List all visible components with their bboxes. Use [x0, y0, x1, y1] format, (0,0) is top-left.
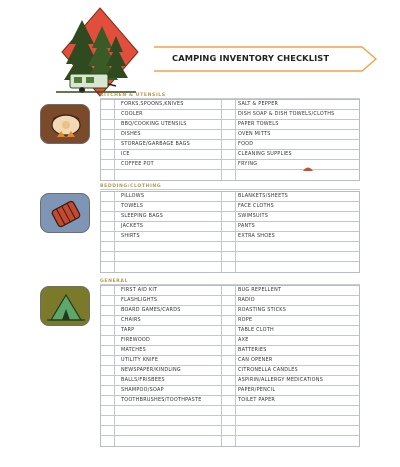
checkbox[interactable] — [222, 376, 236, 385]
list-item: TABLE CLOTH — [238, 327, 274, 333]
list-item: CAN OPENER — [238, 357, 273, 363]
section-label-kitchen: KITCHEN & UTENSILS — [100, 93, 166, 98]
list-item — [236, 416, 360, 425]
table-row — [101, 316, 359, 326]
list-item: PAPER TOWELS — [238, 121, 279, 127]
checkbox[interactable] — [222, 386, 236, 395]
table-row — [101, 120, 359, 130]
checkbox[interactable] — [101, 252, 115, 261]
list-item — [115, 262, 222, 272]
checkbox[interactable] — [101, 426, 115, 435]
checkbox[interactable] — [222, 336, 236, 345]
list-item — [236, 406, 360, 415]
list-item: SWIMSUITS — [238, 213, 269, 219]
table-row — [101, 386, 359, 396]
list-item: OVEN MITTS — [238, 131, 271, 137]
list-item: TOILET PAPER — [238, 397, 276, 403]
table-row — [101, 436, 359, 446]
table-row — [101, 356, 359, 366]
table-row — [101, 406, 359, 416]
list-item: BATTERIES — [238, 347, 267, 353]
checkbox[interactable] — [101, 170, 115, 180]
table-row — [101, 396, 359, 406]
list-item: MATCHES — [115, 346, 222, 355]
table-row — [101, 366, 359, 376]
table-row — [101, 140, 359, 150]
list-item: JACKETS — [115, 222, 222, 231]
checkbox[interactable] — [101, 346, 115, 355]
checkbox[interactable] — [222, 150, 236, 159]
checkbox[interactable] — [101, 406, 115, 415]
checkbox[interactable] — [222, 212, 236, 221]
checkbox[interactable] — [222, 222, 236, 231]
list-item: FRYING — [238, 161, 258, 167]
list-item: BUG REPELLENT — [238, 287, 282, 293]
list-item: BBQ/COOKING UTENSILS — [115, 120, 222, 129]
table-row — [101, 212, 359, 222]
checkbox[interactable] — [222, 100, 236, 109]
checkbox[interactable] — [222, 296, 236, 305]
frying-pan-icon — [301, 164, 315, 172]
checkbox[interactable] — [222, 396, 236, 405]
checkbox[interactable] — [222, 242, 236, 251]
list-item: NEWSPAPER/KINDLING — [115, 366, 222, 375]
list-item: FLASHLIGHTS — [115, 296, 222, 305]
list-item — [236, 262, 360, 272]
table-row — [101, 296, 359, 306]
list-item — [115, 406, 222, 415]
checkbox[interactable] — [222, 140, 236, 149]
list-item: FOOD — [238, 141, 254, 147]
list-item: SLEEPING BAGS — [115, 212, 222, 221]
checkbox[interactable] — [101, 140, 115, 149]
checkbox[interactable] — [101, 326, 115, 335]
checkbox[interactable] — [101, 160, 115, 169]
list-item: TARP — [115, 326, 222, 335]
checkbox[interactable] — [101, 316, 115, 325]
list-item: FACE CLOTHS — [238, 203, 275, 209]
list-item: DISH SOAP & DISH TOWELS/CLOTHS — [238, 111, 335, 117]
checkbox[interactable] — [101, 110, 115, 119]
list-item: PAPER/PENCIL — [238, 387, 276, 393]
bedding-checklist-table — [100, 191, 360, 273]
table-row — [101, 306, 359, 316]
list-item: EXTRA SHOES — [238, 233, 276, 239]
list-item: DISHES — [115, 130, 222, 139]
list-item — [236, 252, 360, 261]
checkbox[interactable] — [222, 120, 236, 129]
list-item: RADIO — [238, 297, 255, 303]
list-item: PANTS — [238, 223, 255, 229]
checkbox[interactable] — [222, 160, 236, 169]
checkbox[interactable] — [101, 306, 115, 315]
table-row — [101, 160, 359, 170]
checkbox[interactable] — [101, 202, 115, 211]
checkbox[interactable] — [222, 436, 236, 446]
list-item: COFFEE POT — [115, 160, 222, 169]
checkbox[interactable] — [101, 242, 115, 251]
list-item — [236, 426, 360, 435]
list-item — [115, 242, 222, 251]
checkbox[interactable] — [222, 416, 236, 425]
checkbox[interactable] — [222, 316, 236, 325]
checkbox[interactable] — [222, 426, 236, 435]
list-item: TOWELS — [115, 202, 222, 211]
list-item: ROPE — [238, 317, 253, 323]
table-row — [101, 426, 359, 436]
checkbox[interactable] — [101, 416, 115, 425]
checkbox[interactable] — [101, 232, 115, 241]
table-row — [101, 110, 359, 120]
checkbox[interactable] — [222, 306, 236, 315]
checkbox[interactable] — [222, 262, 236, 272]
list-item: FORKS,SPOONS,KNIVES — [115, 100, 222, 109]
checkbox[interactable] — [101, 130, 115, 139]
list-item: UTILITY KNIFE — [115, 356, 222, 365]
table-row — [101, 232, 359, 242]
checkbox[interactable] — [222, 110, 236, 119]
checkbox[interactable] — [222, 170, 236, 180]
table-row — [101, 326, 359, 336]
checkbox[interactable] — [101, 262, 115, 272]
list-item: FIRST AID KIT — [115, 286, 222, 295]
list-item: CLEANING SUPPLIES — [238, 151, 292, 157]
list-item: AXE — [238, 337, 249, 343]
title-banner — [140, 46, 378, 72]
checkbox[interactable] — [101, 336, 115, 345]
checkbox[interactable] — [222, 366, 236, 375]
list-item — [236, 242, 360, 251]
checkbox[interactable] — [101, 120, 115, 129]
cooking-pot-fire-icon — [40, 104, 90, 144]
table-row — [101, 170, 359, 180]
table-row — [101, 192, 359, 202]
checkbox[interactable] — [101, 396, 115, 405]
table-row — [101, 376, 359, 386]
list-item: BOARD GAMES/CARDS — [115, 306, 222, 315]
checkbox[interactable] — [222, 286, 236, 295]
sleeping-bag-icon — [40, 193, 90, 233]
table-row — [101, 130, 359, 140]
checkbox[interactable] — [222, 406, 236, 415]
checkbox[interactable] — [101, 150, 115, 159]
tent-icon — [40, 286, 90, 326]
checkbox[interactable] — [101, 286, 115, 295]
checkbox[interactable] — [101, 222, 115, 231]
list-item: CITRONELLA CANDLES — [238, 367, 298, 373]
list-item: TOOTHBRUSHES/TOOTHPASTE — [115, 396, 222, 405]
list-item — [236, 436, 360, 446]
list-item: SALT & PEPPER — [238, 101, 279, 107]
section-label-bedding: BEDDING/CLOTHING — [100, 184, 162, 189]
list-item: FIREWOOD — [115, 336, 222, 345]
checkbox[interactable] — [101, 366, 115, 375]
list-item: BALLS/FRISBEES — [115, 376, 222, 385]
checkbox[interactable] — [222, 130, 236, 139]
page-title: CAMPING INVENTORY CHECKLIST — [172, 53, 330, 63]
list-item: CHAIRS — [115, 316, 222, 325]
checkbox[interactable] — [222, 346, 236, 355]
table-row — [101, 416, 359, 426]
list-item: PILLOWS — [115, 192, 222, 201]
list-item: BLANKETS/SHEETS — [238, 193, 289, 199]
list-item: ICE — [115, 150, 222, 159]
list-item — [115, 252, 222, 261]
checkbox[interactable] — [222, 252, 236, 261]
table-row — [101, 346, 359, 356]
camping-trailer-pine-trees-logo — [52, 6, 140, 102]
list-item — [115, 436, 222, 446]
list-item — [115, 416, 222, 425]
checkbox[interactable] — [222, 326, 236, 335]
checkbox[interactable] — [101, 192, 115, 201]
checkbox[interactable] — [101, 436, 115, 446]
table-row — [101, 202, 359, 212]
table-row — [101, 286, 359, 296]
table-row — [101, 222, 359, 232]
checkbox[interactable] — [222, 192, 236, 201]
list-item: SHAMPOO/SOAP — [115, 386, 222, 395]
table-row — [101, 100, 359, 110]
checkbox[interactable] — [222, 356, 236, 365]
section-divider — [100, 189, 360, 190]
table-row — [101, 242, 359, 252]
table-row — [101, 262, 359, 272]
table-row — [101, 336, 359, 346]
list-item — [115, 426, 222, 435]
checkbox[interactable] — [101, 376, 115, 385]
checkbox[interactable] — [101, 356, 115, 365]
checkbox[interactable] — [222, 202, 236, 211]
checkbox[interactable] — [101, 386, 115, 395]
section-label-general: GENERAL — [100, 279, 129, 284]
checkbox[interactable] — [101, 100, 115, 109]
list-item: STORAGE/GARBAGE BAGS — [115, 140, 222, 149]
list-item: ROASTING STICKS — [238, 307, 287, 313]
checkbox[interactable] — [222, 232, 236, 241]
list-item: SHIRTS — [115, 232, 222, 241]
list-item — [115, 170, 222, 180]
kitchen-checklist-table — [100, 99, 360, 181]
general-checklist-table — [100, 285, 360, 447]
checkbox[interactable] — [101, 212, 115, 221]
list-item: ASPIRIN/ALLERGY MEDICATIONS — [238, 377, 324, 383]
table-row — [101, 252, 359, 262]
list-item: COOLER — [115, 110, 222, 119]
table-row — [101, 150, 359, 160]
list-item — [236, 170, 360, 180]
checkbox[interactable] — [101, 296, 115, 305]
